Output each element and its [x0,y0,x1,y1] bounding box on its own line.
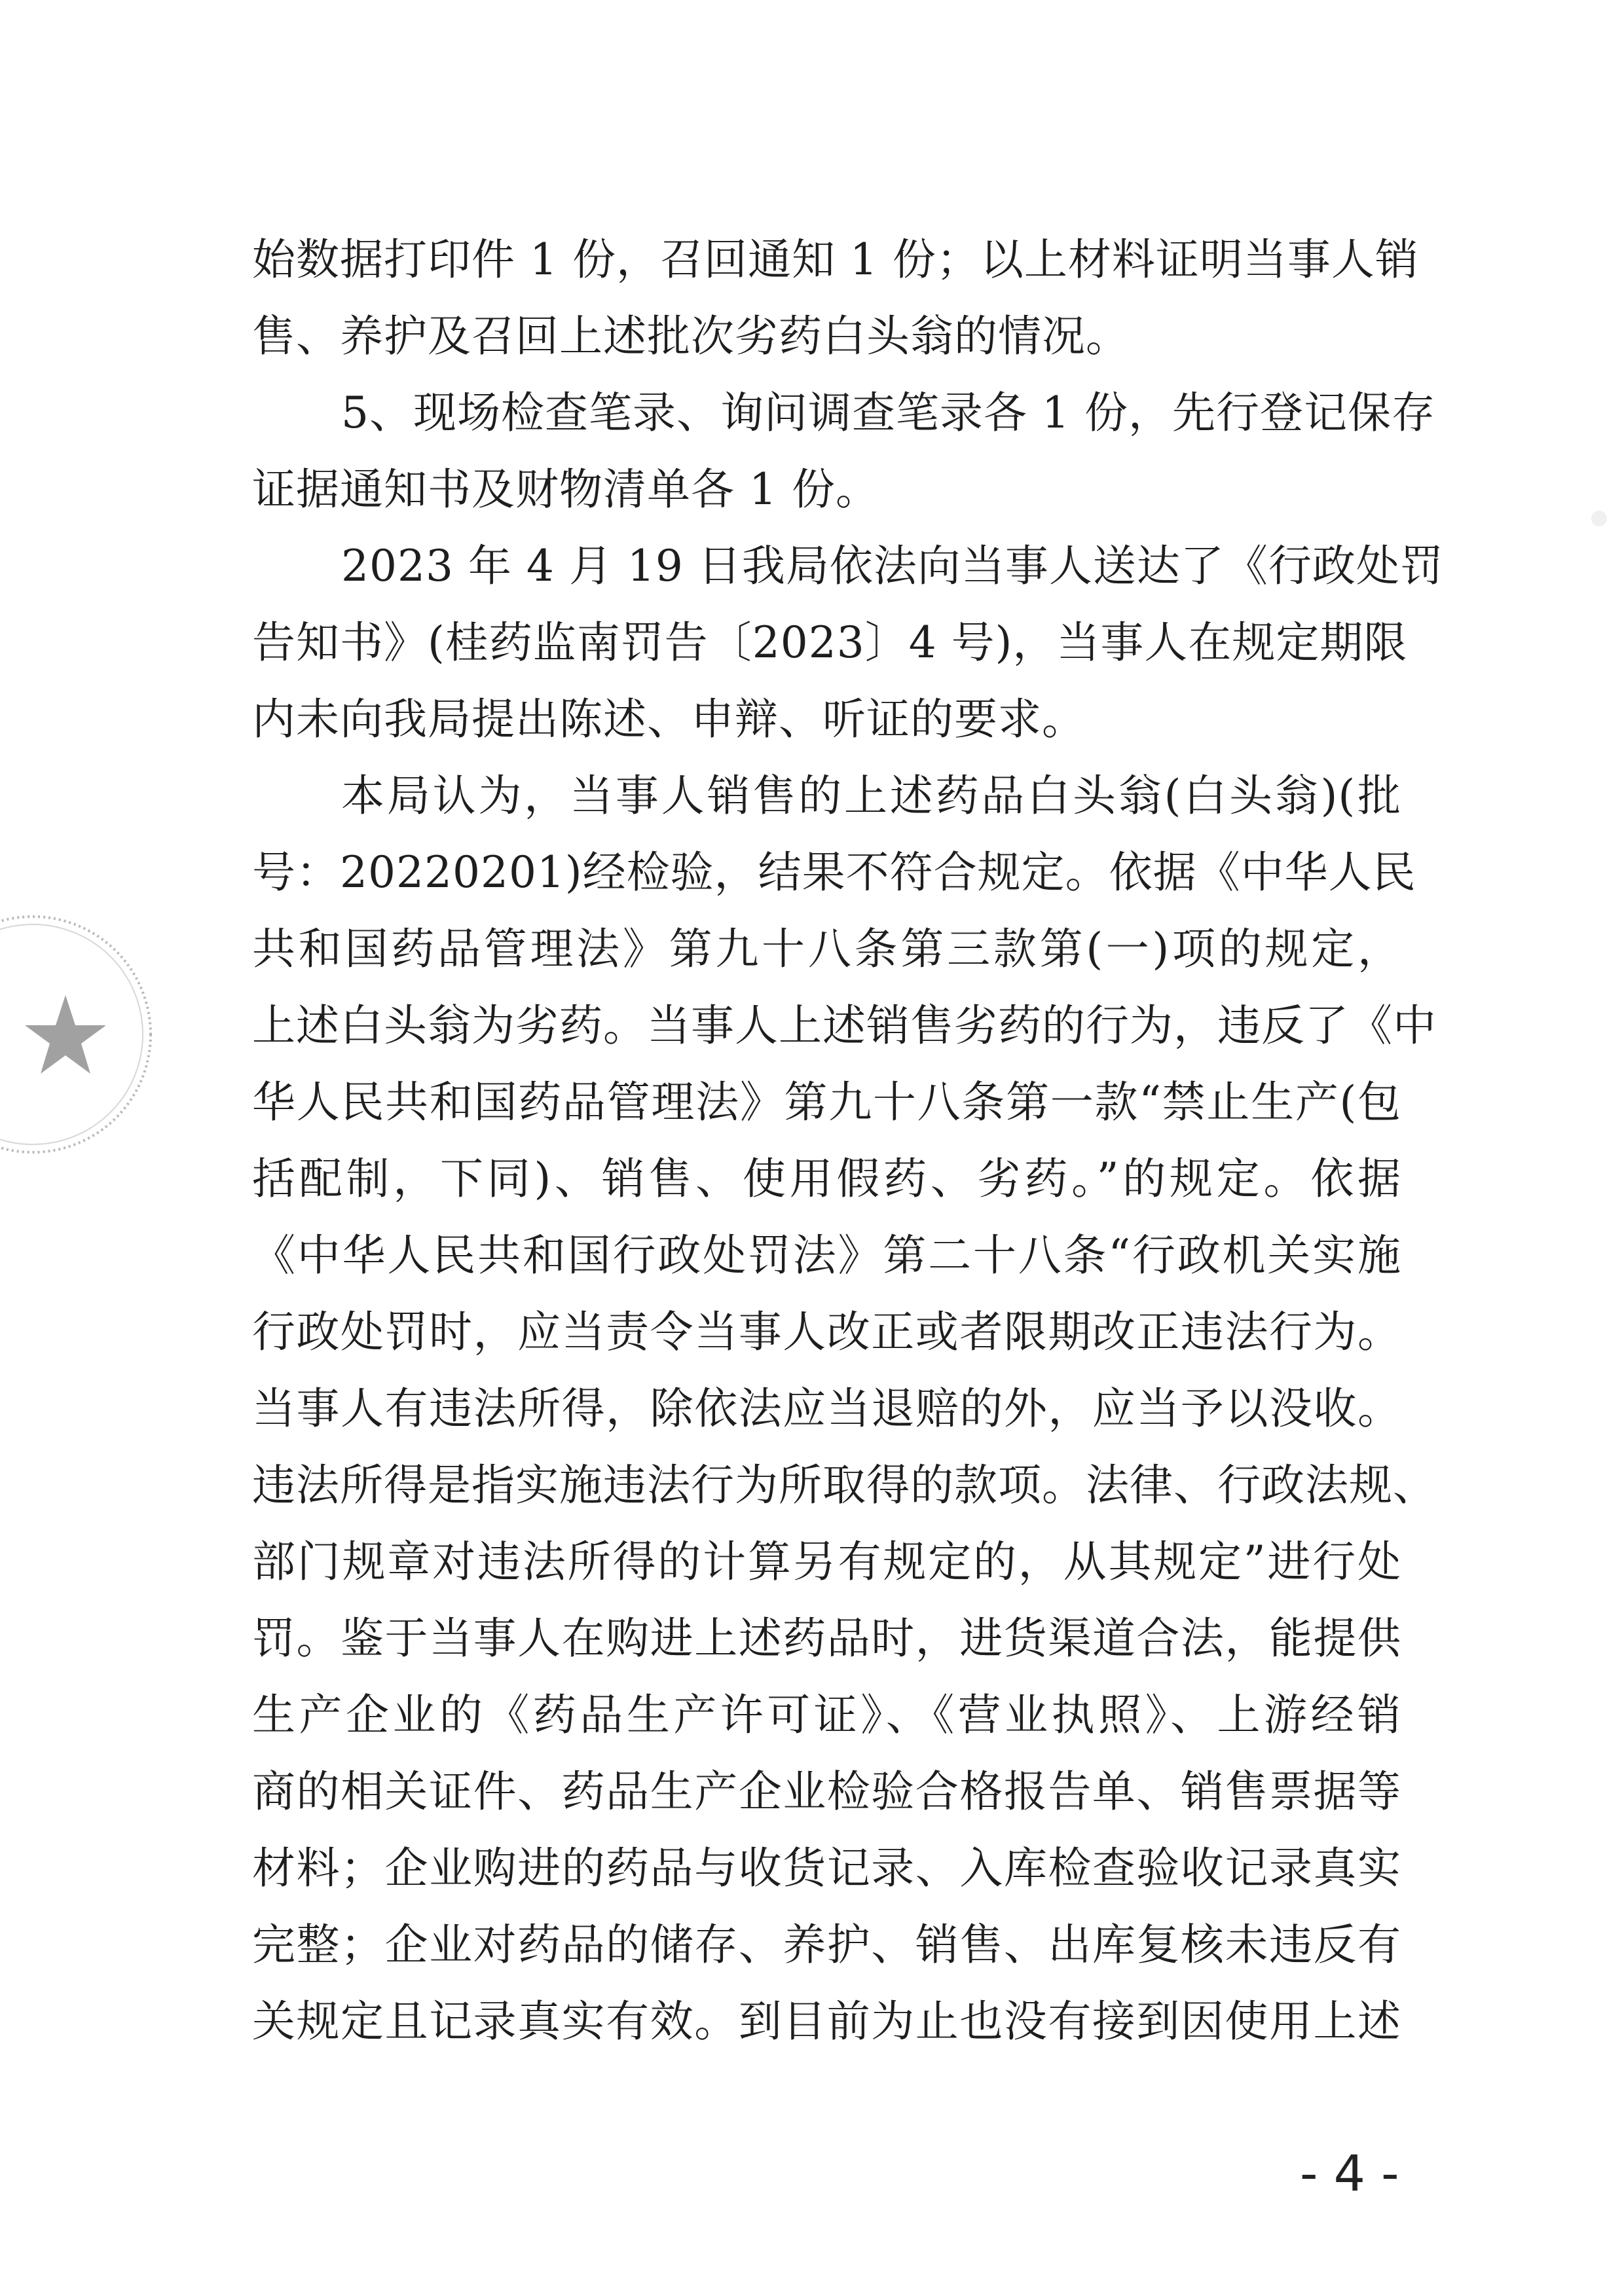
paragraph [252,528,1444,757]
paragraph [252,374,1435,528]
text-line: 商的相关证件、药品生产企业检验合格报告单、销售票据等 [252,1766,1401,1817]
text-line: 括配制，下同)、销售、使用假药、劣药。”的规定。依据 [252,1154,1401,1204]
page-number: - 4 - [1300,2144,1399,2202]
text-line: 罚。鉴于当事人在购进上述药品时，进货渠道合法，能提供 [252,1613,1401,1664]
text-line: 完整；企业对药品的储存、养护、销售、出库复核未违反有 [252,1920,1401,1970]
text-line: 上述白头翁为劣药。当事人上述销售劣药的行为，违反了《中 [252,1000,1437,1051]
paragraph [252,221,1419,374]
seal-star-icon [25,995,106,1074]
document-body [252,221,1444,2060]
text-line: 内未向我局提出陈述、申辩、听证的要求。 [252,694,1086,744]
text-line: 共和国药品管理法》第九十八条第三款第(一)项的规定， [252,924,1401,974]
text-line: 生产企业的《药品生产许可证》、《营业执照》、上游经销 [252,1690,1401,1740]
paragraph [252,757,1437,2060]
text-line: 售、养护及召回上述批次劣药白头翁的情况。 [252,311,1130,361]
text-line: 证据通知书及财物清单各 1 份。 [252,464,879,515]
text-line: 部门规章对违法所得的计算另有规定的，从其规定”进行处 [252,1537,1401,1587]
text-line: 《中华人民共和国行政处罚法》第二十八条“行政机关实施 [252,1230,1401,1281]
text-line: 号：20220201)经检验，结果不符合规定。依据《中华人民 [252,847,1416,898]
official-seal-partial [0,897,170,1172]
text-line: 告知书》(桂药监南罚告〔2023〕4 号)，当事人在规定期限 [252,617,1408,668]
text-line: 材料；企业购进的药品与收货记录、入库检查验收记录真实 [252,1843,1401,1893]
scan-speck [1591,511,1607,526]
text-line: 本局认为，当事人销售的上述药品白头翁(白头翁)(批 [341,771,1401,821]
text-line: 5、现场检查笔录、询问调查笔录各 1 份，先行登记保存 [341,388,1435,438]
text-line: 行政处罚时，应当责令当事人改正或者限期改正违法行为。 [252,1307,1401,1357]
text-line: 当事人有违法所得，除依法应当退赔的外，应当予以没收。 [252,1383,1401,1434]
text-line: 关规定且记录真实有效。到目前为止也没有接到因使用上述 [252,1996,1401,2047]
text-line: 始数据打印件 1 份，召回通知 1 份；以上材料证明当事人销 [252,234,1419,285]
text-line: 违法所得是指实施违法行为所取得的款项。法律、行政法规、 [252,1460,1437,1510]
text-line: 华人民共和国药品管理法》第九十八条第一款“禁止生产(包 [252,1077,1401,1127]
text-line: 2023 年 4 月 19 日我局依法向当事人送达了《行政处罚 [341,541,1444,591]
